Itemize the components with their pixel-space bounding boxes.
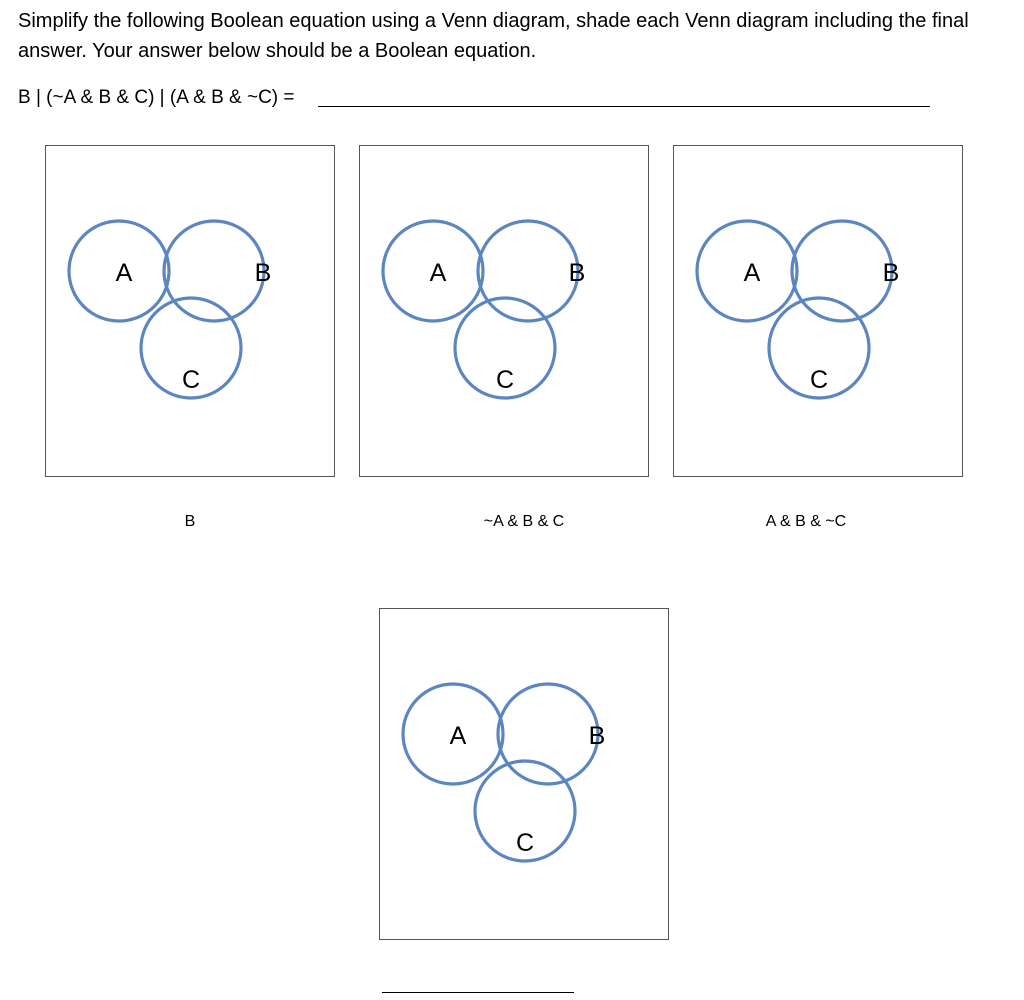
final-answer-line[interactable] xyxy=(382,992,574,993)
circle-b[interactable] xyxy=(478,221,578,321)
label-b: B xyxy=(568,259,586,287)
label-b: B xyxy=(882,259,900,287)
label-a: A xyxy=(743,259,761,287)
circle-b[interactable] xyxy=(498,684,598,784)
label-b: B xyxy=(588,722,606,750)
instructions-text: Simplify the following Boolean equation using a Venn diagram, shade each Venn diagram including the final answer. Your answer below should be a Boolean equation. xyxy=(18,10,969,62)
equation-label: B | (~A & B & C) | (A & B & ~C) = xyxy=(18,87,295,108)
label-c: C xyxy=(809,366,829,394)
venn-diagram-final-answer[interactable] xyxy=(379,608,669,940)
venn-diagram-not-a-and-b-and-c[interactable] xyxy=(359,145,649,477)
label-c: C xyxy=(515,829,535,857)
label-a: A xyxy=(115,259,133,287)
circle-b[interactable] xyxy=(164,221,264,321)
circle-b[interactable] xyxy=(792,221,892,321)
label-c: C xyxy=(181,366,201,394)
caption-diagram-1: B xyxy=(184,513,196,530)
label-a: A xyxy=(449,722,467,750)
label-c: C xyxy=(495,366,515,394)
caption-diagram-2: ~A & B & C xyxy=(483,513,565,530)
venn-diagram-b[interactable] xyxy=(45,145,335,477)
label-a: A xyxy=(429,259,447,287)
venn-diagram-a-and-b-and-not-c[interactable] xyxy=(673,145,963,477)
caption-diagram-3: A & B & ~C xyxy=(765,513,847,530)
answer-line[interactable] xyxy=(318,106,930,107)
label-b: B xyxy=(254,259,272,287)
